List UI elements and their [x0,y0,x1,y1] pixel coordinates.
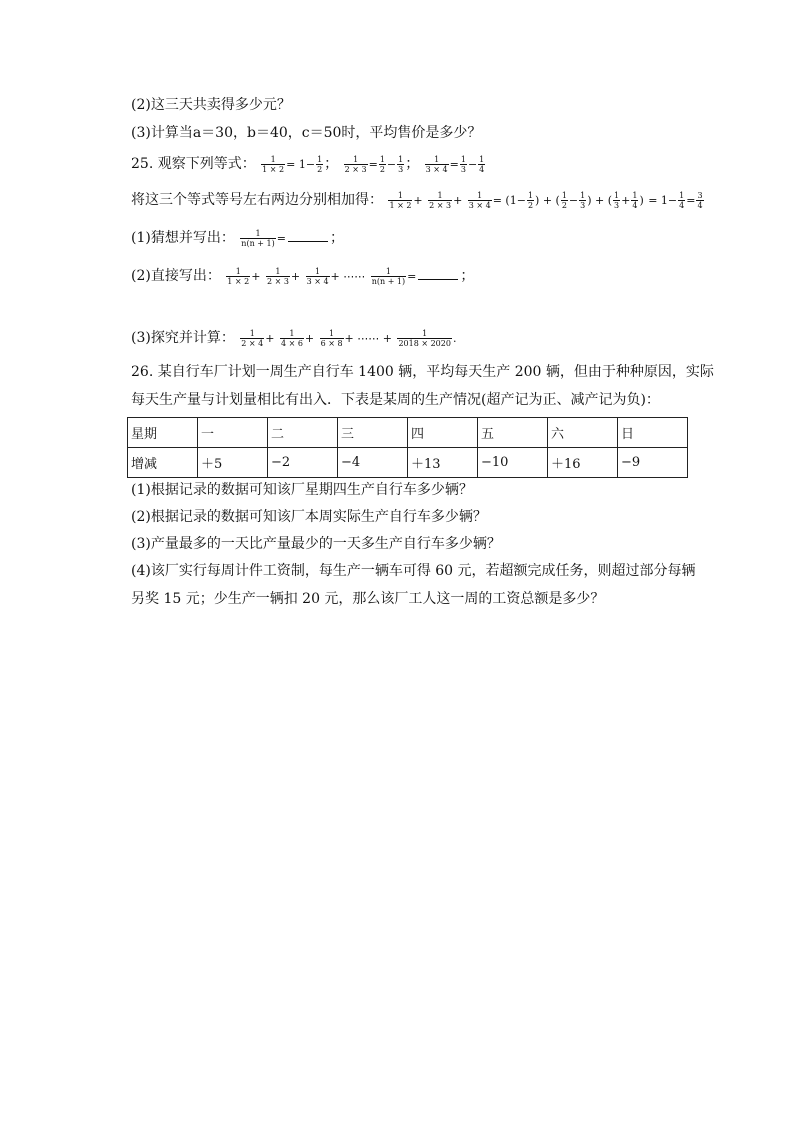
table-cell: 六 [548,418,618,448]
table-row [128,448,688,478]
q25-part2: (2)直接写出： $\frac{1}{1 \times 2}$ + $\frac{1}{2 \times 3}$ + $\frac{1}{3 \times 4}$ + ⋯⋯ $\frac{1}{n(n + 1)}$ = ； [131,266,475,286]
table-cell: 三 [338,418,408,448]
q26-sub4-line2: 另奖 15 元；少生产一辆扣 20 元，那么该厂工人这一周的工资总额是多少？ [131,591,605,607]
q26-line2: 每天生产量与计划量相比有出入．下表是某周的生产情况(超产记为正、减产记为负)： [131,392,660,408]
table-cell: −4 [338,448,408,478]
q25-sum-line: 将这三个等式等号左右两边分别相加得： $\frac{1}{1 \times 2}$ + $\frac{1}{2 \times 3}$ + $\frac{1}{3 \times 4}$ = (1− $\frac{1}{2}$ ) + ( $\frac{1}{2}$ − $\frac{1}{3}$ ) + ( $\frac{1}{3}$ + $\frac{1}{4}$ ) = 1− $\frac{1}{4}$ = $\frac{3}{4}$ [131,190,703,210]
q26-line1: 26. 某自行车厂计划一周生产自行车 1400 辆，平均每天生产 200 辆，但由于种种原因，实际 [131,364,714,380]
q26-sub4-line1: (4)该厂实行每周计件工资制，每生产一辆车可得 60 元，若超额完成任务，则超过部分每辆 [131,563,696,579]
table-cell: ＋5 [198,448,268,478]
q24-part2: (2)这三天共卖得多少元？ [131,97,291,113]
fraction: $\frac{1}{1 \times 2}$ [262,154,285,174]
q26-sub3: (3)产量最多的一天比产量最少的一天多生产自行车多少辆？ [131,536,501,552]
q25-part3: (3)探究并计算： $\frac{1}{2 \times 4}$ + $\frac{1}{4 \times 6}$ + $\frac{1}{6 \times 8}$ + ⋯⋯ + $\frac{1}{2018 \times 2020}$ . [131,328,457,348]
table-header-row [128,418,688,448]
q25-intro-line: 25. 观察下列等式： $\frac{1}{1 \times 2}$ = 1− $\frac{1}{2}$ ； $\frac{1}{2 \times 3}$ = $\frac{1}{2}$ − $\frac{1}{3}$ ； $\frac{1}{3 \times 4}$ = $\frac{1}{3}$ − $\frac{1}{4}$ [131,154,485,174]
table-cell: 增减 [128,448,198,478]
table-cell: ＋16 [548,448,618,478]
q25-part1: (1)猜想并写出： $\frac{1}{n(n + 1)}$ = ； [131,228,344,248]
q24-part3: (3)计算当a＝30，b＝40，c＝50时，平均售价是多少？ [131,125,482,141]
production-table [127,417,688,478]
table-cell: −2 [268,448,338,478]
table-cell: 星期 [128,418,198,448]
table-cell: 一 [198,418,268,448]
fraction: $\frac{1}{2 \times 3}$ [344,154,367,174]
table-cell: −10 [478,448,548,478]
fraction: $\frac{1}{3 \times 4}$ [425,154,448,174]
q26-sub1: (1)根据记录的数据可知该厂星期四生产自行车多少辆？ [131,482,473,498]
q26-sub2: (2)根据记录的数据可知该厂本周实际生产自行车多少辆？ [131,509,487,525]
table-cell: 四 [408,418,478,448]
table-cell: 日 [618,418,688,448]
answer-blank [418,267,458,280]
q25-sum-text: 将这三个等式等号左右两边分别相加得： [131,192,383,208]
table-cell: ＋13 [408,448,478,478]
table-cell: 五 [478,418,548,448]
table-cell: −9 [618,448,688,478]
table-cell: 二 [268,418,338,448]
answer-blank [288,229,328,242]
q25-intro: 25. 观察下列等式： [131,156,256,172]
